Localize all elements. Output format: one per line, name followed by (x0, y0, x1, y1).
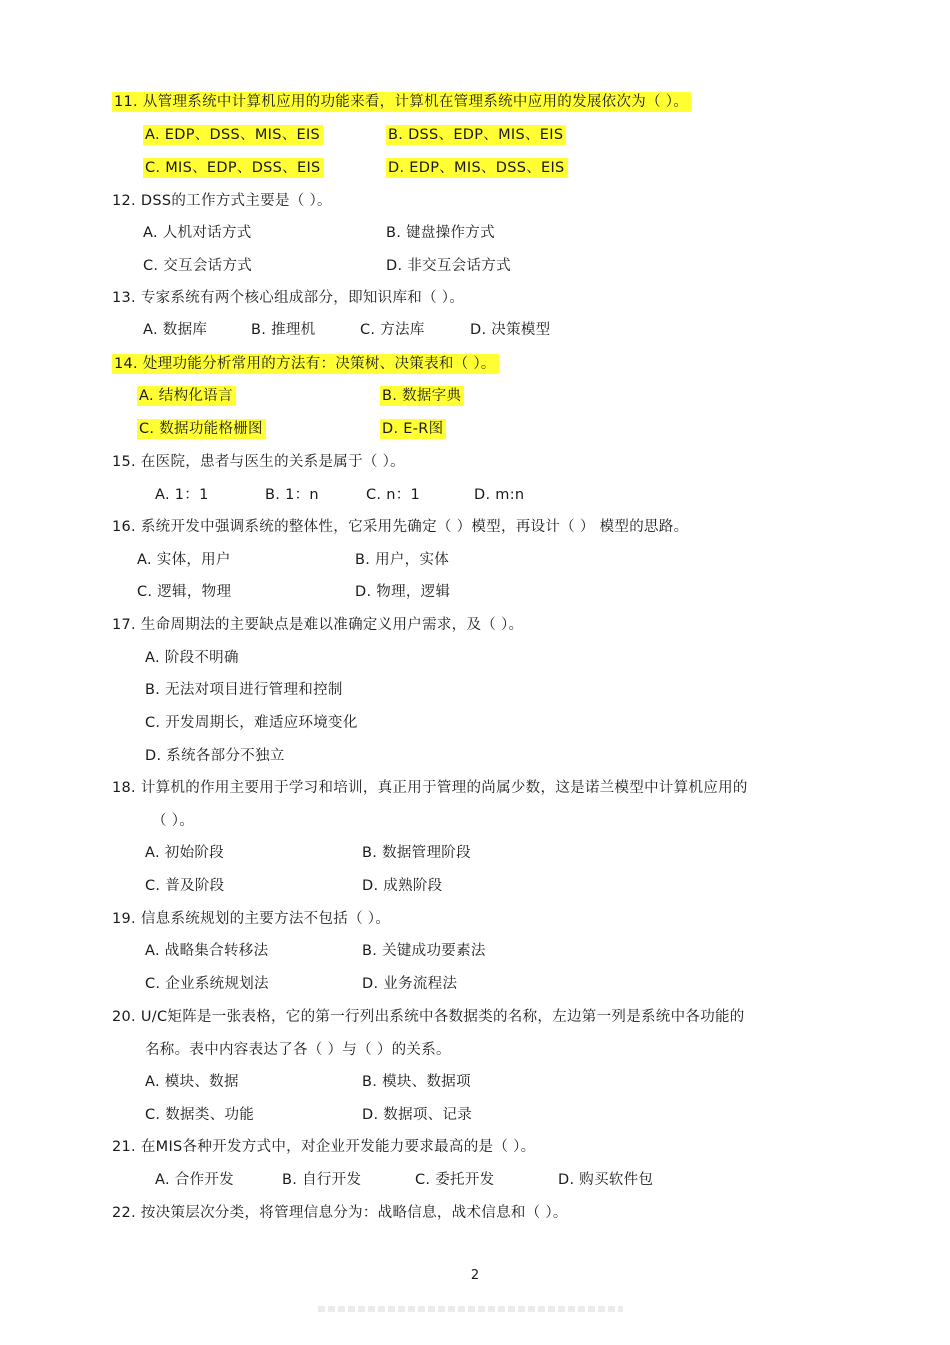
q18-option-c: C. 普及阶段 (145, 878, 225, 894)
q19-option-b: B. 关键成功要素法 (362, 943, 486, 959)
q16-option-b: B. 用户，实体 (355, 552, 450, 568)
q14-option-a: A. 结构化语言 (137, 386, 236, 406)
question-16-stem: 16. 系统开发中强调系统的整体性，它采用先确定（ ）模型，再设计（ ） 模型的思路。 (112, 519, 689, 535)
question-14-stem: 14. 处理功能分析常用的方法有：决策树、决策表和（ ）。 (112, 354, 499, 374)
page-number: 2 (470, 1268, 480, 1283)
q19-option-c: C. 企业系统规划法 (145, 976, 269, 992)
question-11 (112, 92, 691, 112)
q11-option-c: C. MIS、EDP、DSS、EIS (143, 158, 324, 178)
q16-option-c: C. 逻辑，物理 (137, 584, 232, 600)
q19-option-d: D. 业务流程法 (362, 976, 458, 992)
q12-option-c: C. 交互会话方式 (143, 258, 253, 274)
q17-option-a: A. 阶段不明确 (145, 650, 239, 666)
question-18-stem-cont: （ ）。 (152, 813, 195, 829)
q21-option-c: C. 委托开发 (415, 1172, 495, 1188)
q21-option-d: D. 购买软件包 (558, 1172, 654, 1188)
q11-option-d: D. EDP、MIS、DSS、EIS (386, 158, 568, 178)
question-22-stem: 22. 按决策层次分类，将管理信息分为：战略信息，战术信息和（ ）。 (112, 1205, 568, 1221)
question-20-stem: 20. U/C矩阵是一张表格，它的第一行列出系统中各数据类的名称，左边第一列是系统中各功能的 (112, 1009, 745, 1025)
q14-option-c: C. 数据功能格栅图 (137, 419, 266, 439)
q20-option-c: C. 数据类、功能 (145, 1107, 255, 1123)
q13-option-a: A. 数据库 (143, 322, 208, 338)
question-11-stem: 11. 从管理系统中计算机应用的功能来看，计算机在管理系统中应用的发展依次为（ ）。 (112, 92, 691, 112)
question-21-stem: 21. 在MIS各种开发方式中，对企业开发能力要求最高的是（ ）。 (112, 1139, 536, 1155)
q18-option-b: B. 数据管理阶段 (362, 845, 471, 861)
q16-option-a: A. 实体，用户 (137, 552, 231, 568)
q18-option-d: D. 成熟阶段 (362, 878, 443, 894)
q15-option-b: B. 1：n (265, 487, 319, 503)
q17-option-d: D. 系统各部分不独立 (145, 748, 285, 764)
q11-option-a: A. EDP、DSS、MIS、EIS (143, 125, 323, 145)
q17-option-b: B. 无法对项目进行管理和控制 (145, 682, 343, 698)
q13-option-d: D. 决策模型 (470, 322, 551, 338)
question-18-stem: 18. 计算机的作用主要用于学习和培训，真正用于管理的尚属少数，这是诺兰模型中计算机应用的 (112, 780, 748, 796)
q14-option-d: D. E-R图 (380, 419, 446, 439)
q15-option-c: C. n：1 (366, 487, 421, 503)
question-13-stem: 13. 专家系统有两个核心组成部分，即知识库和（ ）。 (112, 290, 465, 306)
footer-watermark (318, 1306, 623, 1312)
question-19-stem: 19. 信息系统规划的主要方法不包括（ ）。 (112, 911, 391, 927)
q16-option-d: D. 物理，逻辑 (355, 584, 451, 600)
q15-option-a: A. 1：1 (155, 487, 209, 503)
q13-option-b: B. 推理机 (251, 322, 316, 338)
q20-option-a: A. 模块、数据 (145, 1074, 239, 1090)
question-15-stem: 15. 在医院，患者与医生的关系是属于（ ）。 (112, 454, 405, 470)
q11-option-b: B. DSS、EDP、MIS、EIS (386, 125, 566, 145)
q15-option-d: D. m:n (474, 487, 525, 503)
question-20-stem-cont: 名称。表中内容表达了各（ ）与（ ）的关系。 (145, 1042, 451, 1058)
q13-option-c: C. 方法库 (360, 322, 425, 338)
q12-option-b: B. 键盘操作方式 (386, 225, 495, 241)
question-14 (112, 354, 499, 374)
q20-option-d: D. 数据项、记录 (362, 1107, 473, 1123)
question-17-stem: 17. 生命周期法的主要缺点是难以准确定义用户需求，及（ ）。 (112, 617, 524, 633)
q21-option-a: A. 合作开发 (155, 1172, 234, 1188)
q12-option-d: D. 非交互会话方式 (386, 258, 511, 274)
question-12-stem: 12. DSS的工作方式主要是（ ）。 (112, 193, 332, 209)
q12-option-a: A. 人机对话方式 (143, 225, 252, 241)
q19-option-a: A. 战略集合转移法 (145, 943, 269, 959)
q17-option-c: C. 开发周期长，难适应环境变化 (145, 715, 358, 731)
q20-option-b: B. 模块、数据项 (362, 1074, 471, 1090)
q21-option-b: B. 自行开发 (282, 1172, 362, 1188)
q18-option-a: A. 初始阶段 (145, 845, 224, 861)
q14-option-b: B. 数据字典 (380, 386, 464, 406)
